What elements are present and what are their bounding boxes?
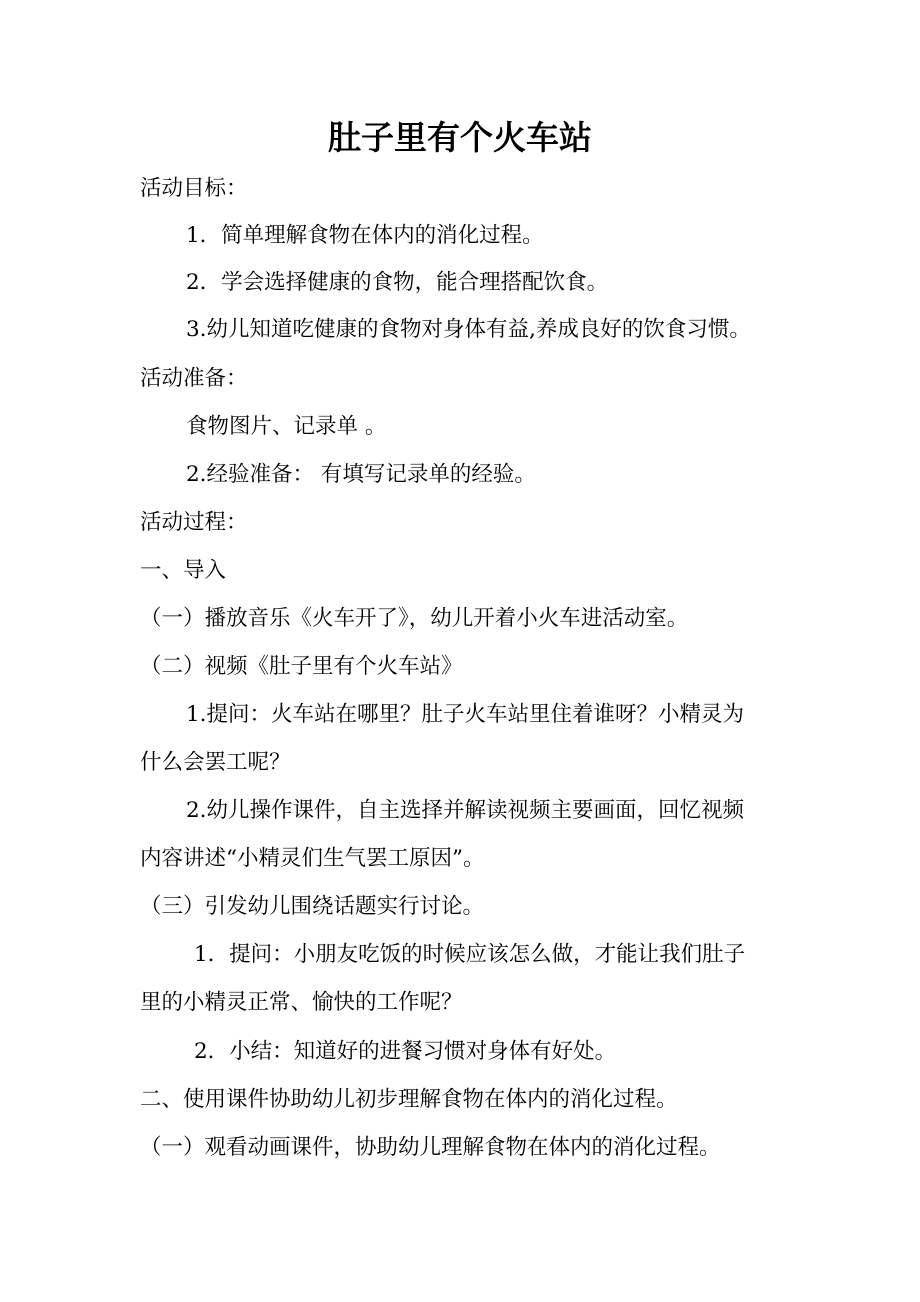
process-step-1-3: （三）引发幼儿围绕话题实行讨论。: [140, 894, 485, 919]
process-item-question: 1.提问：火车站在哪里？肚子火车站里住着谁呀？小精灵为: [186, 702, 745, 727]
preparation-item-2: 2.经验准备： 有填写记录单的经验。: [186, 462, 536, 487]
process-part-1-heading: 一、导入: [140, 558, 227, 583]
discussion-item-2: 2．小结：知道好的进餐习惯对身体有好处。: [194, 1039, 617, 1064]
goal-item-2: 2．学会选择健康的食物，能合理搭配饮食。: [186, 270, 609, 295]
section-heading-goals: 活动目标：: [140, 176, 248, 201]
goal-item-1: 1．简单理解食物在体内的消化过程。: [186, 223, 544, 248]
discussion-item-1: 1．提问：小朋友吃饭的时候应该怎么做，才能让我们肚子: [194, 942, 746, 967]
process-part-2-heading: 二、使用课件协助幼儿初步理解食物在体内的消化过程。: [140, 1087, 678, 1112]
preparation-item-1: 食物图片、记录单 。: [186, 414, 387, 439]
process-item-operate: 2.幼儿操作课件，自主选择并解读视频主要画面，回忆视频: [186, 798, 745, 823]
process-item-question-cont: 什么会罢工呢？: [140, 750, 291, 775]
goal-item-3: 3.幼儿知道吃健康的食物对身体有益,养成良好的饮食习惯。: [186, 317, 751, 342]
document-title: 肚子里有个火车站: [328, 118, 592, 157]
section-heading-preparation: 活动准备：: [140, 366, 248, 391]
process-step-1-1: （一）播放音乐《火车开了》，幼儿开着小火车进活动室。: [140, 606, 689, 631]
section-heading-process: 活动过程：: [140, 510, 248, 535]
process-step-2-1: （一）观看动画课件，协助幼儿理解食物在体内的消化过程。: [140, 1135, 721, 1160]
process-step-1-2: （二）视频《肚子里有个火车站》: [140, 654, 463, 679]
process-item-operate-cont: 内容讲述“小精灵们生气罢工原因”。: [140, 846, 485, 871]
discussion-item-1-cont: 里的小精灵正常、愉快的工作呢？: [140, 990, 463, 1015]
